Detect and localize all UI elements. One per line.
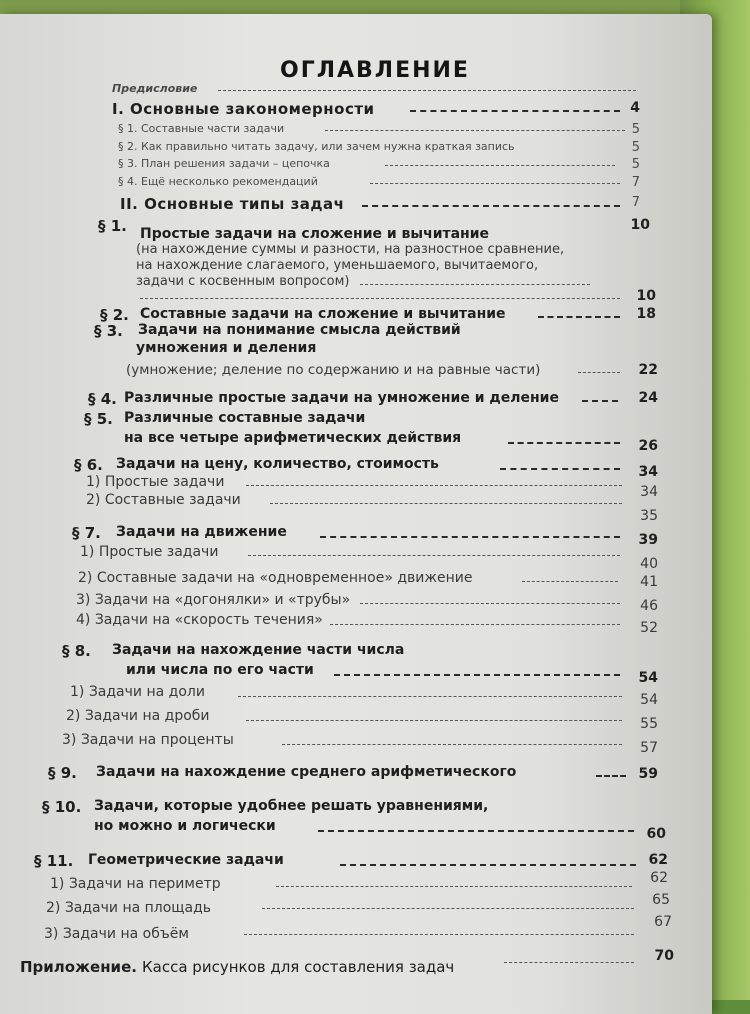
toc-entry bbox=[0, 684, 750, 708]
toc-entry bbox=[0, 612, 750, 636]
toc-entry bbox=[0, 642, 750, 662]
page-number: 34 bbox=[640, 484, 658, 500]
section-number: § 7. bbox=[72, 524, 101, 542]
dot-leader bbox=[218, 90, 636, 91]
entry-text: § 3. План решения задачи – цепочка bbox=[118, 157, 330, 170]
page-number: 10 bbox=[636, 288, 656, 304]
dot-leader bbox=[246, 485, 622, 486]
toc-entry bbox=[0, 288, 750, 308]
toc-entry bbox=[0, 524, 750, 548]
page-number: 22 bbox=[638, 362, 658, 378]
page-number: 5 bbox=[631, 122, 640, 137]
dot-leader bbox=[330, 624, 620, 625]
page-number: 7 bbox=[631, 175, 640, 190]
dot-leader bbox=[318, 830, 634, 832]
entry-text: 2) Задачи на площадь bbox=[46, 900, 211, 916]
dot-leader bbox=[362, 205, 620, 207]
dot-leader bbox=[578, 372, 620, 373]
dot-leader bbox=[508, 442, 620, 444]
entry-text: § 1. Составные части задачи bbox=[118, 122, 285, 135]
page-number: 57 bbox=[640, 740, 658, 756]
entry-text: Задачи, которые удобнее решать уравнениями, bbox=[94, 798, 489, 814]
toc-entry bbox=[0, 430, 750, 454]
entry-text: Геометрические задачи bbox=[88, 852, 284, 868]
page-number: 26 bbox=[638, 438, 658, 454]
page-number: 24 bbox=[638, 390, 658, 406]
page-number: 54 bbox=[638, 670, 658, 686]
dot-leader bbox=[360, 284, 590, 285]
page-number: 67 bbox=[654, 914, 672, 930]
page-number: 54 bbox=[640, 692, 658, 708]
entry-text: Различные простые задачи на умножение и деление bbox=[124, 390, 559, 406]
dot-leader bbox=[538, 316, 620, 318]
entry-text: 1) Простые задачи bbox=[80, 544, 219, 560]
entry-text: Различные составные задачи bbox=[124, 410, 366, 426]
page-number: 5 bbox=[631, 140, 640, 155]
dot-leader bbox=[140, 298, 620, 299]
dot-leader bbox=[522, 581, 618, 582]
page-number: 65 bbox=[652, 892, 670, 908]
entry-text: 2) Составные задачи bbox=[86, 492, 241, 508]
toc-entry bbox=[0, 592, 750, 612]
page-number: 55 bbox=[640, 716, 658, 732]
toc-entry bbox=[0, 570, 750, 590]
dot-leader bbox=[248, 555, 620, 556]
dot-leader bbox=[504, 962, 634, 963]
entry-text: задачи с косвенным вопросом) bbox=[136, 274, 350, 289]
page-number: 46 bbox=[640, 598, 658, 614]
section-number: § 8. bbox=[62, 642, 91, 660]
entry-text: или числа по его части bbox=[126, 662, 314, 678]
dot-leader bbox=[325, 130, 625, 131]
section-number: § 11. bbox=[34, 852, 74, 870]
dot-leader bbox=[282, 744, 622, 745]
dot-leader bbox=[270, 503, 622, 504]
entry-text: Предисловие bbox=[112, 82, 198, 95]
entry-text: Задачи на движение bbox=[116, 524, 287, 540]
dot-leader bbox=[340, 864, 636, 866]
entry-text: Приложение. bbox=[20, 958, 137, 976]
toc-entry bbox=[0, 764, 750, 784]
toc-entry bbox=[0, 322, 750, 342]
page-number: 62 bbox=[650, 870, 668, 886]
toc-entry bbox=[0, 100, 750, 120]
page-number: 4 bbox=[630, 100, 640, 116]
dot-leader bbox=[385, 165, 615, 166]
toc-entry bbox=[0, 914, 750, 946]
dot-leader bbox=[370, 183, 620, 184]
page-number: 10 bbox=[630, 217, 650, 233]
page-number: 52 bbox=[640, 620, 658, 636]
toc-entry bbox=[0, 390, 750, 410]
dot-leader bbox=[582, 400, 618, 402]
toc-entry bbox=[0, 82, 750, 102]
page-number: 5 bbox=[631, 157, 640, 172]
entry-text: 3) Задачи на «догонялки» и «трубы» bbox=[76, 592, 351, 608]
entry-text: умножения и деления bbox=[136, 340, 317, 356]
page-number: 35 bbox=[640, 508, 658, 524]
entry-text: 3) Задачи на объём bbox=[44, 926, 189, 942]
entry-text: 4) Задачи на «скорость течения» bbox=[76, 612, 323, 628]
section-number: § 3. bbox=[94, 322, 123, 340]
toc-entry bbox=[0, 798, 750, 818]
toc-entry bbox=[0, 662, 750, 686]
entry-text: Составные задачи на сложение и вычитание bbox=[140, 306, 506, 322]
page-number: 59 bbox=[638, 766, 658, 782]
section-number: § 10. bbox=[42, 798, 82, 816]
section-number: § 1. bbox=[98, 217, 127, 235]
entry-text: Задачи на цену, количество, стоимость bbox=[116, 456, 439, 472]
entry-text: Касса рисунков для составления задач bbox=[142, 958, 455, 976]
section-number: § 6. bbox=[74, 456, 103, 474]
toc-entry bbox=[0, 544, 750, 572]
page-number: 62 bbox=[648, 852, 668, 868]
toc-entry bbox=[0, 195, 750, 215]
toc-entry bbox=[0, 818, 750, 842]
dot-leader bbox=[244, 934, 634, 935]
section-number: § 5. bbox=[84, 410, 113, 428]
page-number: 18 bbox=[636, 306, 656, 322]
page-number: 7 bbox=[631, 195, 640, 210]
toc-entry bbox=[0, 410, 750, 430]
entry-text: на все четыре арифметических действия bbox=[124, 430, 462, 446]
entry-text: II. Основные типы задач bbox=[120, 195, 345, 213]
toc-entry bbox=[0, 340, 750, 360]
page-number: 34 bbox=[638, 464, 658, 480]
section-number: § 4. bbox=[88, 390, 117, 408]
entry-text: (умножение; деление по содержанию и на равные части) bbox=[126, 362, 541, 378]
entry-text: (на нахождение суммы и разности, на разностное сравнение, bbox=[136, 242, 565, 257]
entry-text: 1) Задачи на доли bbox=[70, 684, 205, 700]
dot-leader bbox=[276, 886, 632, 887]
toc-entry bbox=[0, 948, 750, 978]
dot-leader bbox=[320, 536, 620, 538]
entry-text: § 4. Ещё несколько рекомендаций bbox=[118, 175, 318, 188]
dot-leader bbox=[410, 110, 620, 112]
section-number: § 9. bbox=[48, 764, 77, 782]
page-number: 70 bbox=[654, 948, 674, 964]
entry-text: § 2. Как правильно читать задачу, или зачем нужна краткая запись bbox=[118, 140, 515, 153]
toc-entry bbox=[0, 708, 750, 732]
toc-entry bbox=[0, 362, 750, 382]
dot-leader bbox=[262, 908, 634, 909]
page-number: 60 bbox=[646, 826, 666, 842]
entry-text: Задачи на нахождение части числа bbox=[112, 642, 405, 658]
entry-text: 2) Задачи на дроби bbox=[66, 708, 210, 724]
page-number: 41 bbox=[640, 574, 658, 590]
dot-leader bbox=[334, 674, 620, 676]
entry-text: но можно и логически bbox=[94, 818, 276, 834]
entry-text: 2) Составные задачи на «одновременное» движение bbox=[78, 570, 473, 586]
page-number: 40 bbox=[640, 556, 658, 572]
toc-entry bbox=[0, 732, 750, 756]
entry-text: Простые задачи на сложение и вычитание bbox=[140, 226, 490, 242]
entry-text: 3) Задачи на проценты bbox=[62, 732, 234, 748]
page-title: ОГЛАВЛЕНИЕ bbox=[280, 58, 470, 83]
toc-entry bbox=[0, 157, 750, 177]
dot-leader bbox=[246, 720, 622, 721]
section-number: § 2. bbox=[100, 306, 129, 324]
entry-text: 1) Простые задачи bbox=[86, 474, 225, 490]
toc-entry bbox=[0, 456, 750, 480]
dot-leader bbox=[500, 468, 620, 470]
entry-text: Задачи на понимание смысла действий bbox=[138, 322, 461, 338]
toc-entry bbox=[0, 122, 750, 142]
toc-entry bbox=[0, 175, 750, 195]
dot-leader bbox=[360, 603, 620, 604]
dot-leader bbox=[238, 696, 622, 697]
entry-text: I. Основные закономерности bbox=[112, 100, 375, 118]
entry-text: Задачи на нахождение среднего арифметического bbox=[96, 764, 517, 780]
page-number: 39 bbox=[638, 532, 658, 548]
toc-entry bbox=[0, 492, 750, 524]
entry-text: 1) Задачи на периметр bbox=[50, 876, 221, 892]
entry-text: на нахождение слагаемого, уменьшаемого, вычитаемого, bbox=[136, 258, 539, 273]
toc-entry bbox=[0, 852, 750, 872]
